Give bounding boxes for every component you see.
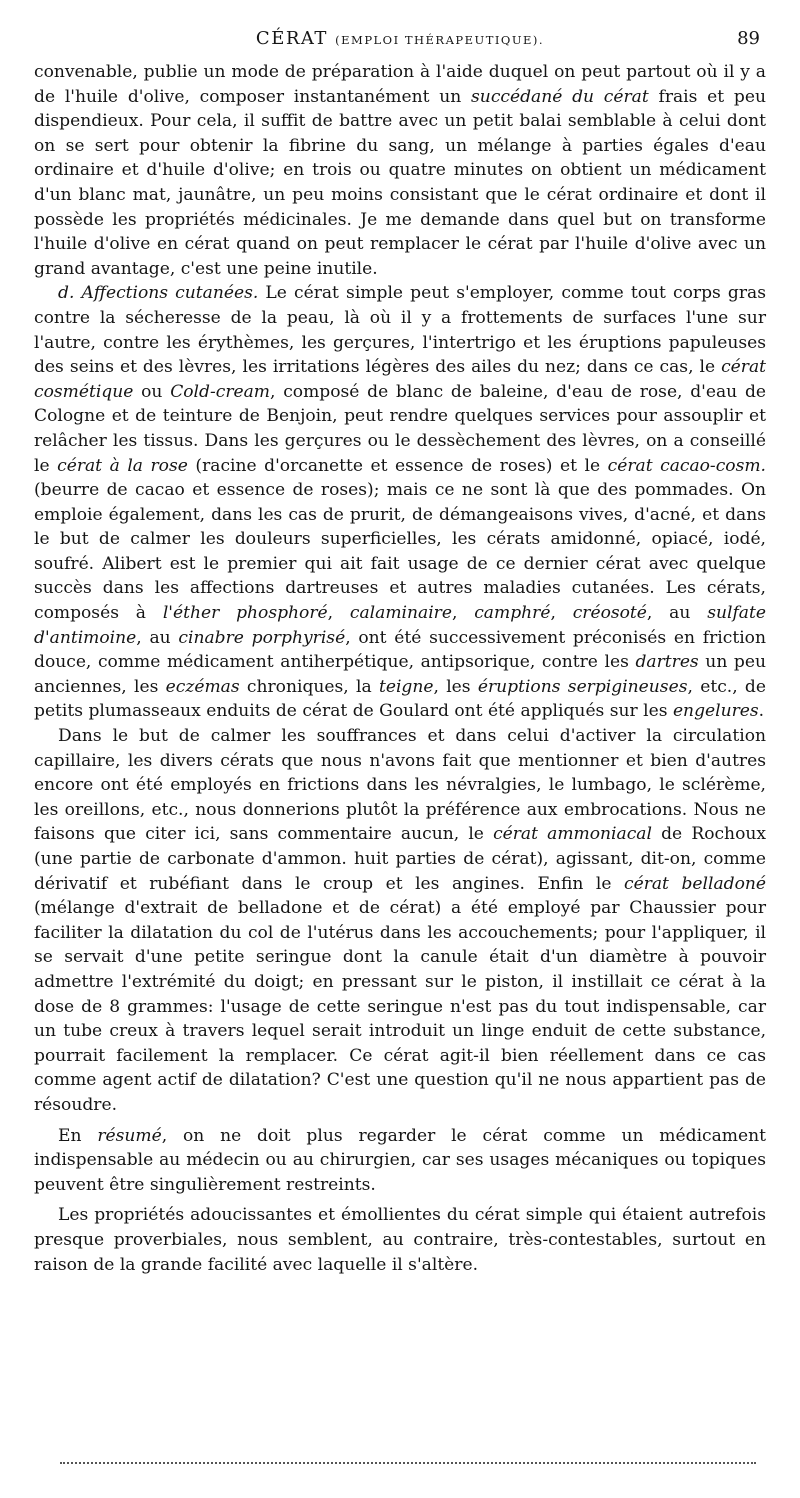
italic-text-run: éruptions serpigineuses xyxy=(477,676,688,697)
header-title: CÉRAT xyxy=(255,28,328,49)
italic-text-run: dartres xyxy=(635,652,699,673)
body-text xyxy=(34,60,766,1277)
italic-text-run: sulfate d'antimoine xyxy=(34,603,766,648)
paragraph xyxy=(34,60,766,281)
text-run: de Rochoux (une partie de carbonate d'ammon. huit parties de cérat), agissant, dit-on, comme dérivatif et rubéfiant dans le croup et les angines. Enfin le xyxy=(34,824,767,894)
text-run: (mélange d'extrait de belladone et de cérat) a été employé par Chaussier pour faciliter la dilatation du col de l'utérus dans les accouchements; pour l'appliquer, il se servait d'une petite seringue dont la canule était d'un diamètre à pouvoir admettre l'extrémité du doigt; en pressant sur le piston, il instillait ce cérat à la dose de 8 grammes: l'usage de cette seringue n'est pas du tout indispensable, car un tube creux à travers lequel serait introduit un linge enduit de cette substance, pourrait facilement la remplacer. Ce cérat agit-il bien réellement dans ce cas comme agent actif de dilatation? C'est une question qu'il ne nous appartient pas de résoudre. xyxy=(34,898,766,1115)
text-run: Les propriétés adoucissantes et émollientes du cérat simple qui étaient autrefois presque proverbiales, nous semblent, au contraire, très-contestables, surtout en raison de la grande facilité avec laquelle il s'altère. xyxy=(34,1205,766,1275)
italic-text-run: créosoté xyxy=(572,603,647,624)
text-run: , les xyxy=(433,676,478,697)
text-run: un peu anciennes, les xyxy=(34,652,766,697)
text-run: , xyxy=(451,603,475,624)
text-run: , xyxy=(550,603,573,624)
italic-text-run: cérat belladoné xyxy=(624,873,766,894)
text-run: , xyxy=(327,603,350,624)
text-run: , composé de blanc de baleine, d'eau de rose, d'eau de Cologne et de teinture de Benjoin, peut rendre quelques services pour assouplir et relâcher les tissus. Dans les gerçures ou le dessèchement des lèvres, on a conseillé le xyxy=(34,381,767,476)
footer-dotted-rule xyxy=(60,1462,756,1464)
text-run: Dans le but de calmer les souffrances et dans celui d'activer la circulation capillaire, les divers cérats que nous n'avons fait que mentionner et bien d'autres encore ont été employés en frictions dans les névralgies, le lumbago, le sclérème, les oreillons, etc., nous donnerions plutôt la préférence aux embrocations. Nous ne faisons que citer ici, sans commentaire aucun, le xyxy=(34,726,766,845)
italic-text-run: eczémas xyxy=(165,676,240,697)
text-run: , ont été successivement préconisés en friction douce, comme médicament antiherpétique, antipsorique, contre les xyxy=(34,627,766,673)
text-run: frais et peu dispendieux. Pour cela, il suffit de battre avec un petit balai semblable à celui dont on se sert pour obtenir la fibrine du sang, un mélange à parties égales d'eau ordinaire et d'huile d'olive; en trois ou quatre minutes on obtient un médicament d'un blanc mat, jaunâtre, un peu moins consistant que le cérat ordinaire et dont il possède les propriétés médicinales. Je me demande dans quel but on transforme l'huile d'olive en cérat quand on peut remplacer le cérat par l'huile d'olive avec un grand avantage, c'est une peine inutile. xyxy=(34,86,766,279)
text-run: (racine d'orcanette et essence de roses) et le xyxy=(187,455,608,476)
italic-text-run: calaminaire xyxy=(349,603,452,624)
text-run: ou xyxy=(133,381,171,402)
header-subtitle: (EMPLOI THÉRAPEUTIQUE). xyxy=(335,33,545,47)
text-run: convenable, publie un mode de préparation à l'aide duquel on peut partout où il y a de l'huile d'olive, composer instantanément un xyxy=(34,62,766,107)
italic-text-run: engelures xyxy=(672,701,759,722)
italic-text-run: cérat cacao-cosm. xyxy=(607,455,766,476)
italic-text-run: l'éther phosphoré xyxy=(162,603,328,624)
text-run: , au xyxy=(136,627,179,648)
text-run: (beurre de cacao et essence de roses); mais ce ne sont là que des pommades. On emploie également, dans les cas de prurit, de démangeaisons vives, d'acné, et dans le but de calmer les douleurs superficielles, les cérats amidonné, opiacé, iodé, soufré. Alibert est le premier qui ait fait usage de ce dernier cérat avec quelque succès dans les affections dartreuses et autres maladies cutanées. Les cérats, composés à xyxy=(34,480,766,624)
italic-text-run: camphré xyxy=(474,603,551,624)
text-run: , au xyxy=(646,603,708,624)
italic-text-run: cérat à la rose xyxy=(57,455,188,476)
text-run: , etc., de petits plumasseaux enduits de cérat de Goulard ont été appliqués sur les xyxy=(34,676,766,722)
italic-text-run: teigne xyxy=(378,676,434,697)
paragraph xyxy=(34,1124,766,1198)
paragraph xyxy=(34,281,766,724)
text-run: chroniques, la xyxy=(239,676,379,697)
italic-text-run: cinabre porphyrisé xyxy=(178,627,346,648)
italic-text-run: succédané du cérat xyxy=(471,86,649,107)
text-run: En xyxy=(58,1125,98,1146)
italic-text-run: résumé xyxy=(97,1125,162,1146)
text-run: . xyxy=(758,701,765,722)
page-number: 89 xyxy=(737,28,760,49)
paragraph xyxy=(34,1203,766,1277)
italic-text-run: Cold-cream xyxy=(170,381,271,402)
italic-text-run: cérat cosmétique xyxy=(34,357,766,402)
text-run: , on ne doit plus regarder le cérat comme un médicament indispensable au médecin ou au chirurgien, car ses usages mécaniques ou topiques peuvent être singulièrement restreints. xyxy=(34,1125,766,1195)
running-header xyxy=(34,28,766,54)
paragraph xyxy=(34,724,766,1118)
text-run: Le cérat simple peut s'employer, comme tout corps gras contre la sécheresse de la peau, là où il y a frottements de surfaces l'une sur l'autre, contre les érythèmes, les gerçures, l'intertrigo et les éruptions papuleuses des seins et des lèvres, les irritations légères des ailes du nez; dans ce cas, le xyxy=(34,283,766,378)
italic-text-run: d. Affections cutanées. xyxy=(58,283,259,304)
italic-text-run: cérat ammoniacal xyxy=(493,824,652,845)
